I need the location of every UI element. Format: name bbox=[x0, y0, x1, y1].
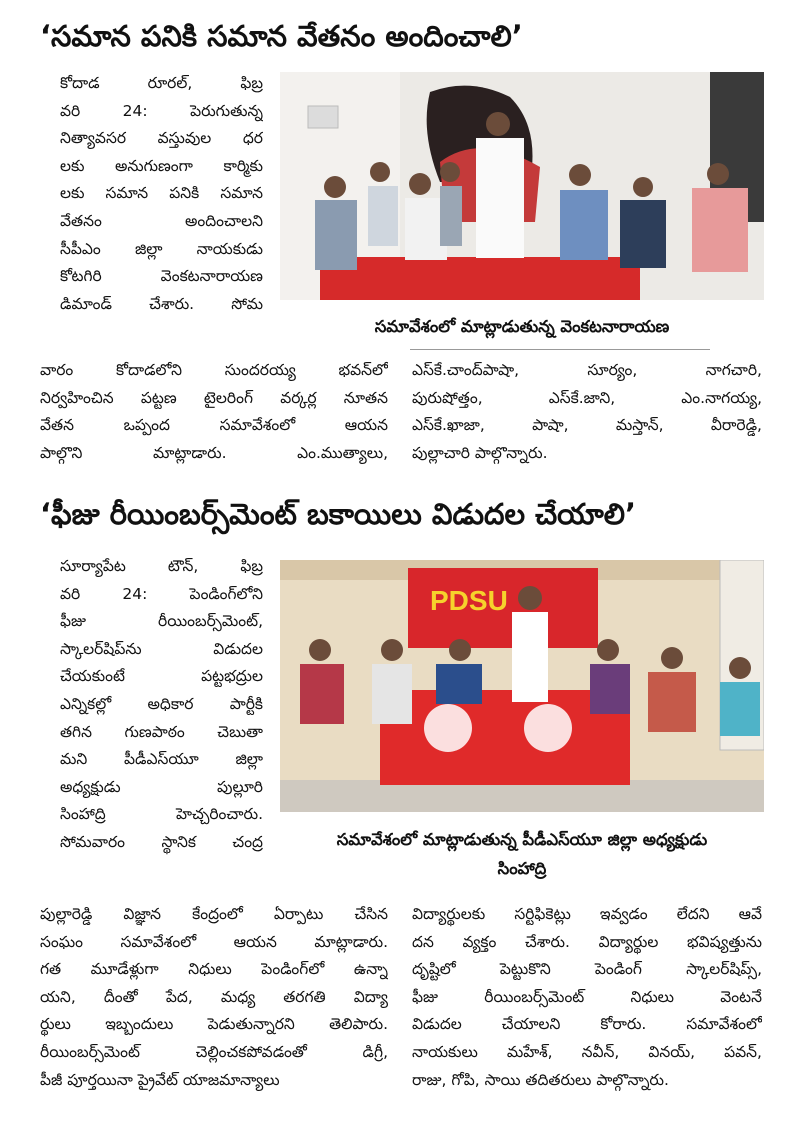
text-line: పాల్గొని మాట్లాడారు. ఎం.ముత్యాలు, bbox=[40, 443, 388, 462]
text-line: వారం కోదాడలోని సుందరయ్య భవన్‌లో bbox=[40, 361, 388, 379]
text-line: నిర్వహించిన పట్టణ టైలరింగ్ వర్కర్ల నూతన bbox=[40, 388, 388, 407]
article2-photo bbox=[280, 560, 764, 812]
text-line: నిత్యావసర వస్తువుల ధర bbox=[60, 129, 263, 148]
text-line: పురుషోత్తం, ఎస్‌కే.జాని, ఎం.నాగయ్య, bbox=[412, 388, 762, 407]
article1-headline: ‘సమాన పనికి సమాన వేతనం అందించాలి’ bbox=[40, 19, 523, 53]
text-line: నాయకులు మహేశ్, నవీన్, వినయ్, పవన్, bbox=[412, 1042, 762, 1061]
pdsu-meeting-photo-illustration bbox=[280, 560, 764, 812]
text-line: లకు అనుగుణంగా కార్మికు bbox=[60, 156, 263, 175]
article1-photo bbox=[280, 72, 764, 300]
text-line: గత మూడేళ్లుగా నిధులు పెండింగ్‌లో ఉన్నా bbox=[40, 960, 388, 979]
text-line: ఫీజు రీయింబర్స్‌మెంట్ నిధులు వెంటనే bbox=[412, 987, 762, 1006]
text-line: తగిన గుణపాఠం చెబుతా bbox=[60, 722, 263, 741]
text-line: యని, దీంతో పేద, మధ్య తరగతి విద్యా bbox=[40, 987, 388, 1006]
text-line: ఎస్‌కే.ఖాజా, పాషా, మస్తాన్, వీరారెడ్డి, bbox=[412, 416, 762, 435]
text-line: వరి 24: పెండింగ్‌లోని bbox=[60, 584, 263, 603]
text-line: ర్థులు ఇబ్బందులు పెడుతున్నారని తెలిపారు. bbox=[40, 1015, 388, 1034]
article2-photo-caption-line2: సింహాద్రి bbox=[497, 859, 547, 878]
text-line: వరి 24: పెరుగుతున్న bbox=[60, 101, 263, 120]
text-line: చేయకుంటే పట్టభద్రుల bbox=[60, 667, 263, 686]
article2-bottom-left-column bbox=[40, 901, 388, 1094]
text-line: ఎన్నికల్లో అధికార పార్టీకి bbox=[60, 694, 263, 713]
article1-bottom-left-column bbox=[40, 357, 388, 467]
text-line: విద్యార్థులకు సర్టిఫికెట్లు ఇవ్వడం లేదని ఆవే bbox=[412, 905, 762, 923]
text-line: కోటగిరి వెంకటనారాయణ bbox=[60, 267, 263, 286]
text-line: డిమాండ్ చేశారు. సోమ bbox=[60, 294, 263, 313]
text-line: దృష్టిలో పెట్టుకొని పెండింగ్ స్కాలర్‌షిప్స్, bbox=[412, 960, 762, 979]
text-line: కోదాడ రూరల్, ఫిబ్ర bbox=[60, 74, 263, 92]
text-line: ఎస్‌కే.చాంద్‌పాషా, సూర్యం, నాగచారి, bbox=[412, 361, 762, 379]
meeting-photo-illustration bbox=[280, 72, 764, 300]
text-line: సీపీఎం జిల్లా నాయకుడు bbox=[60, 239, 263, 258]
text-line: లకు సమాన పనికి సమాన bbox=[60, 184, 263, 203]
text-line: విడుదల చేయాలని కోరారు. సమావేశంలో bbox=[412, 1015, 762, 1034]
text-line: అధ్యక్షుడు పుల్లూరి bbox=[60, 777, 263, 796]
article1-photo-caption: సమావేశంలో మాట్లాడుతున్న వెంకటనారాయణ bbox=[374, 317, 670, 336]
article2-photo-caption-line1: సమావేశంలో మాట్లాడుతున్న పీడీఎస్‌యూ జిల్లా అధ్యక్షుడు bbox=[336, 830, 708, 849]
article2-headline: ‘ఫీజు రీయింబర్స్‌మెంట్ బకాయిలు విడుదల చేయాలి’ bbox=[40, 497, 637, 531]
text-line: పుల్లారెడ్డి విజ్ఞాన కేంద్రంలో ఏర్పాటు చేసిన bbox=[40, 905, 388, 923]
text-line: రాజు, గోపి, సాయి తదితరులు పాల్గొన్నారు. bbox=[412, 1070, 669, 1089]
text-line: సింహాద్రి హెచ్చరించారు. bbox=[60, 805, 263, 824]
text-line: రీయింబర్స్‌మెంట్ చెల్లించకపోవడంతో డిగ్రీ, bbox=[40, 1042, 388, 1061]
text-line: పుల్లాచారి పాల్గొన్నారు. bbox=[412, 443, 548, 462]
article2-bottom-right-column bbox=[412, 901, 762, 1094]
article1-left-column bbox=[60, 70, 263, 318]
text-line: మని పీడీఎస్‌యూ జిల్లా bbox=[60, 750, 263, 769]
text-line: వేతన ఒప్పంద సమావేశంలో ఆయన bbox=[40, 416, 388, 435]
article1-bottom-right-column bbox=[412, 357, 762, 467]
text-line: ఫీజు రీయింబర్స్‌మెంట్, bbox=[60, 612, 263, 631]
text-line: దన వ్యక్తం చేశారు. విద్యార్థుల భవిష్యత్తును bbox=[412, 932, 762, 951]
text-line: సూర్యాపేట టౌన్, ఫిబ్ర bbox=[60, 557, 263, 575]
cut-off-previous-text bbox=[40, 0, 760, 6]
text-line: స్కాలర్‌షిప్‌ను విడుదల bbox=[60, 639, 263, 658]
article2-left-column bbox=[60, 553, 263, 857]
text-line: వేతనం అందించాలని bbox=[60, 211, 263, 230]
banner-text: PDSU bbox=[430, 585, 508, 616]
text-line: సోమవారం స్థానిక చంద్ర bbox=[60, 832, 263, 851]
caption-underline bbox=[410, 349, 710, 350]
text-line: సంఘం సమావేశంలో ఆయన మాట్లాడారు. bbox=[40, 932, 388, 951]
text-line: పీజీ పూర్తయినా ప్రైవేట్ యాజమాన్యాలు bbox=[40, 1070, 280, 1089]
